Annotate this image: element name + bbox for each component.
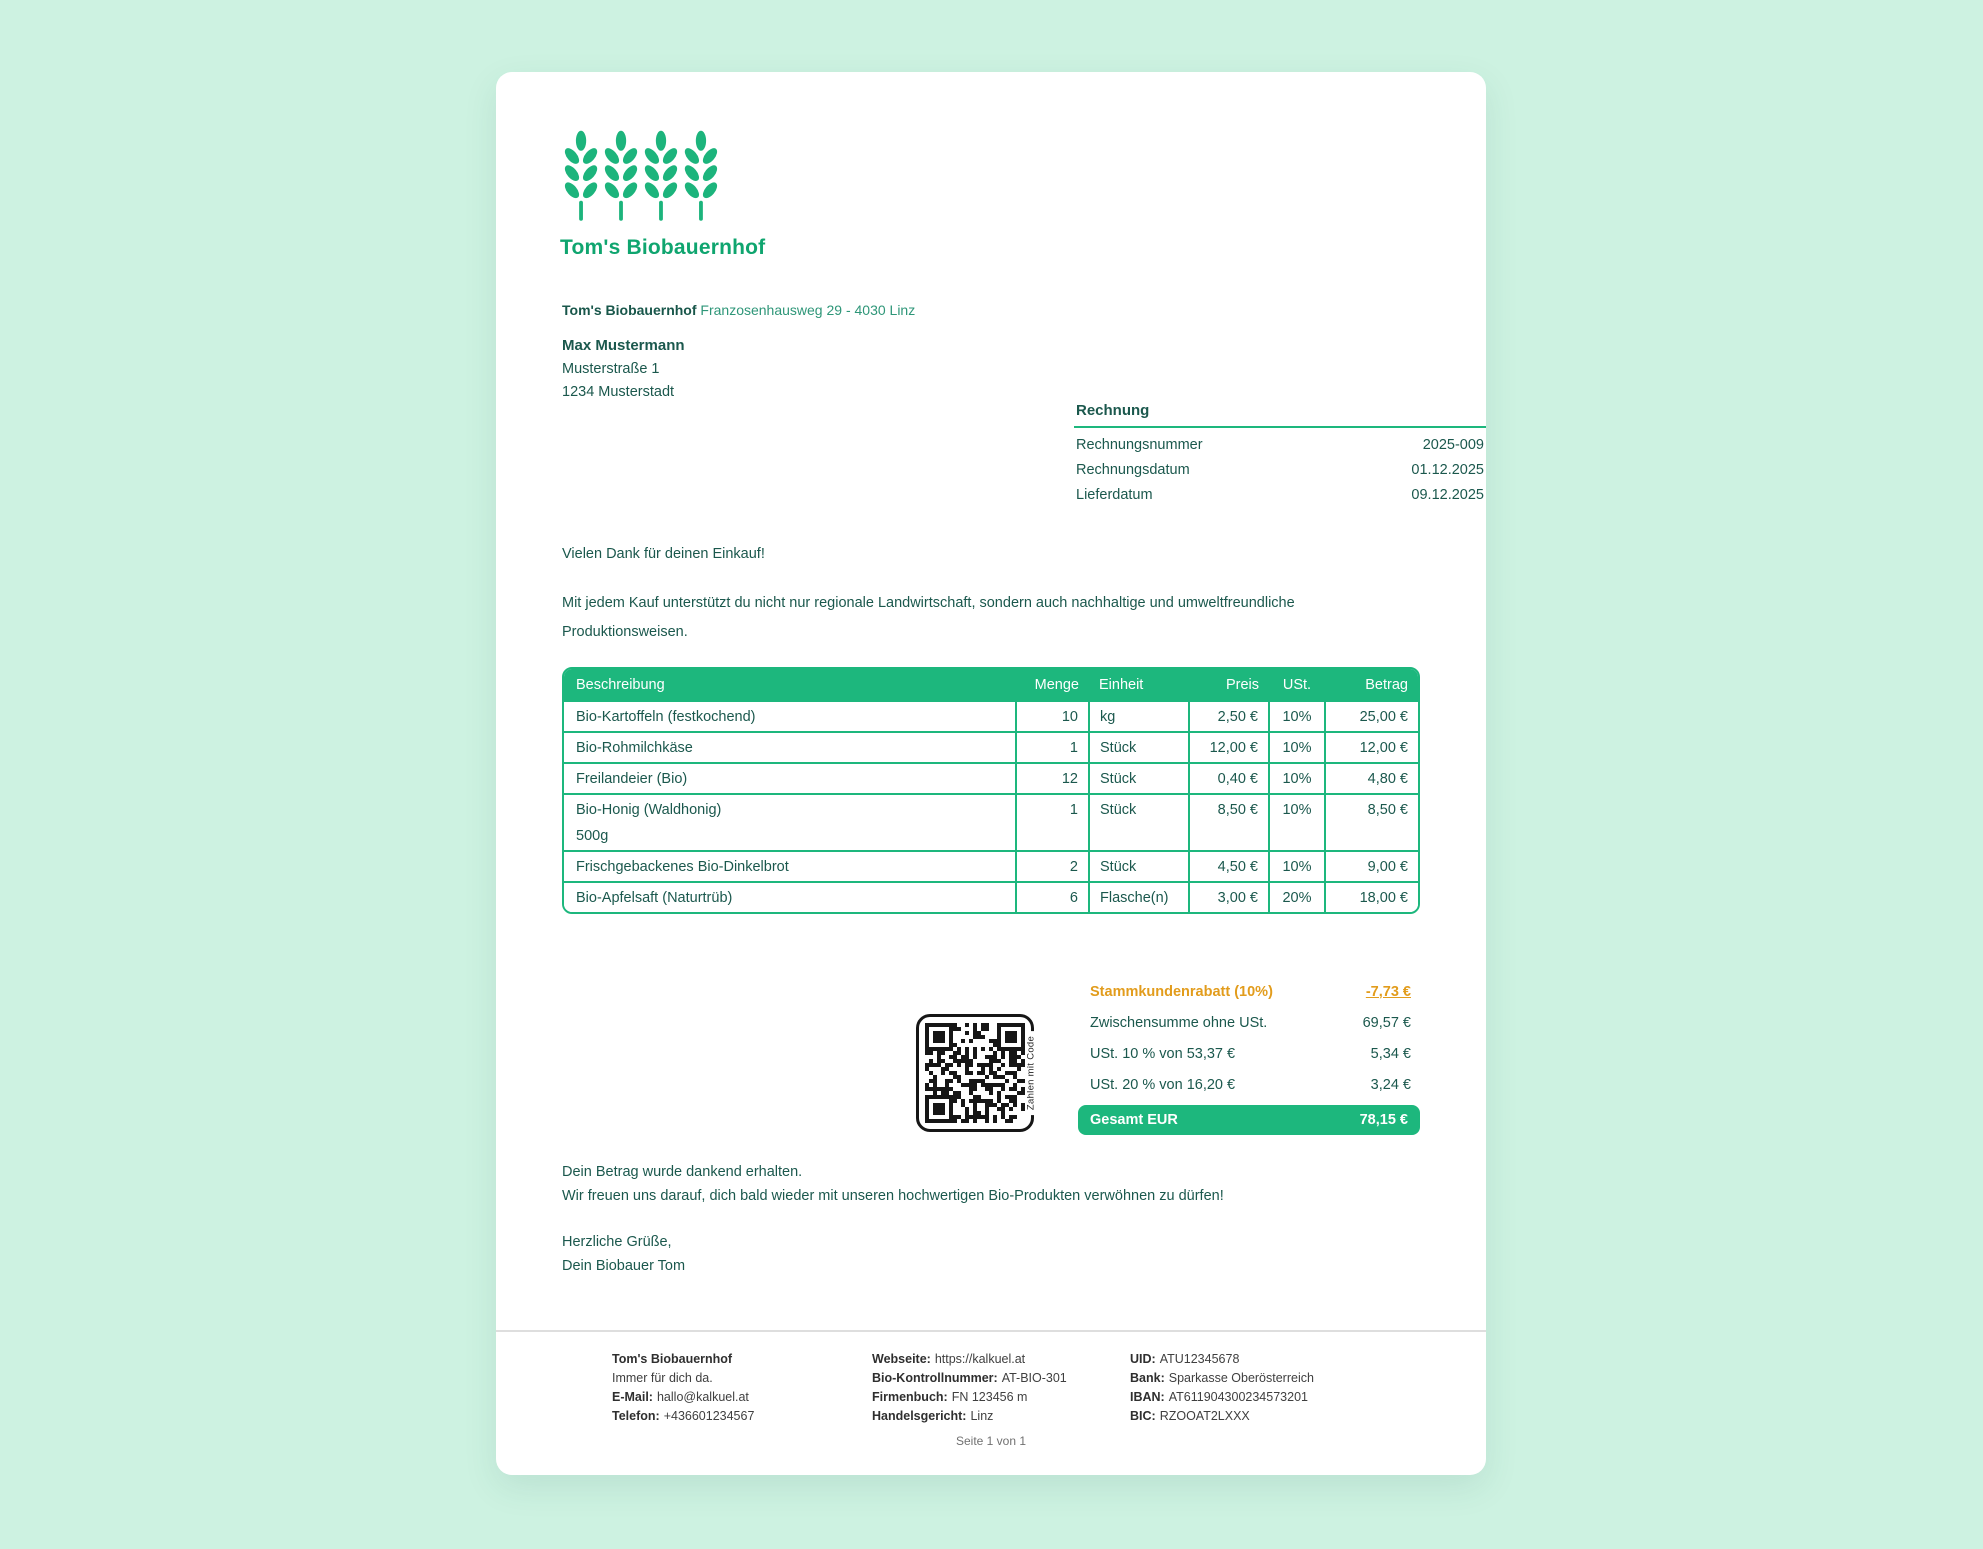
cell-description: [564, 701, 1016, 732]
table-row: [564, 732, 1418, 763]
item-description: Bio-Apfelsaft (Naturtrüb): [576, 890, 733, 906]
totals-row: [1078, 1007, 1420, 1038]
cell-amount: 8,50 €: [1325, 794, 1418, 851]
totals-row: [1078, 1038, 1420, 1069]
header-row: [564, 669, 1418, 701]
footer-label: Bio-Kontrollnummer:: [872, 1371, 998, 1385]
table-row: [564, 701, 1418, 732]
invoice-meta-title: Rechnung: [1074, 402, 1486, 428]
grand-total-label: Gesamt EUR: [1090, 1112, 1178, 1128]
cell-unit: Stück: [1089, 794, 1189, 851]
footer-label: Handelsgericht:: [872, 1409, 967, 1423]
page-number: Seite 1 von 1: [955, 1434, 1027, 1448]
cell-vat: 10%: [1269, 701, 1325, 732]
column-header: Beschreibung: [564, 669, 1016, 701]
footer-line: [872, 1369, 1067, 1388]
cell-vat: 10%: [1269, 732, 1325, 763]
footer-label: Bank:: [1130, 1371, 1165, 1385]
signature-block: [562, 1231, 685, 1278]
intro-thanks: Vielen Dank für deinen Einkauf!: [562, 546, 765, 562]
column-header: Menge: [1016, 669, 1089, 701]
cell-vat: 10%: [1269, 794, 1325, 851]
cell-unit: Stück: [1089, 732, 1189, 763]
cell-vat: 20%: [1269, 882, 1325, 912]
totals-value: 3,24 €: [1370, 1076, 1411, 1093]
footer-column-contact: [612, 1350, 754, 1426]
footer-label: Firmenbuch:: [872, 1390, 948, 1404]
footer-line: [872, 1350, 1067, 1369]
closing-signature: Dein Biobauer Tom: [562, 1257, 686, 1274]
qr-code: [916, 1014, 1037, 1132]
meta-value: 01.12.2025: [1411, 462, 1484, 478]
invoice-document: [496, 72, 1486, 1475]
footer-line: [1130, 1407, 1314, 1426]
footer-divider: [496, 1330, 1486, 1332]
totals-row: [1078, 1069, 1420, 1100]
cell-description: [564, 732, 1016, 763]
meta-label: Rechnungsnummer: [1076, 437, 1203, 453]
items-table-body: [564, 701, 1418, 912]
item-description: Freilandeier (Bio): [576, 771, 688, 787]
footer-value: Sparkasse Oberösterreich: [1168, 1371, 1314, 1385]
footer-line: [612, 1350, 754, 1369]
footer-label: Tom's Biobauernhof: [612, 1352, 733, 1366]
recipient-name: Max Mustermann: [562, 337, 685, 354]
table-row: [564, 882, 1418, 912]
sender-name: Tom's Biobauernhof: [562, 302, 697, 318]
recipient-city: 1234 Musterstadt: [562, 384, 675, 400]
qr-code-svg: [925, 1023, 1025, 1123]
footer-label: E-Mail:: [612, 1390, 653, 1404]
cell-quantity: 1: [1016, 732, 1089, 763]
footer-label: BIC:: [1130, 1409, 1156, 1423]
footer-value: Linz: [970, 1409, 994, 1423]
cell-description: [564, 763, 1016, 794]
totals-label: USt. 20 % von 16,20 €: [1090, 1076, 1236, 1093]
footer-value: hallo@kalkuel.at: [656, 1390, 749, 1404]
footer-value: Immer für dich da.: [612, 1371, 713, 1385]
qr-caption: Zahlen mit Code: [1026, 1031, 1037, 1115]
closing-greeting: Herzliche Grüße,: [562, 1234, 672, 1250]
column-header: Betrag: [1325, 669, 1418, 701]
totals-label: USt. 10 % von 53,37 €: [1090, 1045, 1236, 1062]
items-table-header: [564, 669, 1418, 701]
column-header: Preis: [1189, 669, 1269, 701]
cell-vat: 10%: [1269, 763, 1325, 794]
table-row: [564, 851, 1418, 882]
footer-line: [612, 1369, 754, 1388]
grand-total-value: 78,15 €: [1359, 1112, 1408, 1128]
footer-line: [1130, 1369, 1314, 1388]
footer-label: Telefon:: [612, 1409, 660, 1423]
sender-line: [562, 302, 915, 318]
footer-value: https://kalkuel.at: [934, 1352, 1026, 1366]
footer-label: Webseite:: [872, 1352, 931, 1366]
wheat-stalks-icon: [562, 130, 720, 222]
cell-quantity: 6: [1016, 882, 1089, 912]
cell-price: 0,40 €: [1189, 763, 1269, 794]
items-table: [562, 667, 1420, 914]
totals-value: 69,57 €: [1362, 1014, 1411, 1031]
footer-value: FN 123456 m: [951, 1390, 1028, 1404]
footer-line: [1130, 1388, 1314, 1407]
meta-label: Rechnungsdatum: [1076, 462, 1190, 478]
cell-amount: 18,00 €: [1325, 882, 1418, 912]
cell-amount: 9,00 €: [1325, 851, 1418, 882]
cell-price: 2,50 €: [1189, 701, 1269, 732]
totals-row: [1078, 976, 1420, 1007]
totals-value: -7,73 €: [1365, 983, 1411, 1000]
totals-rows: [1078, 976, 1420, 1100]
footer-line: [872, 1388, 1067, 1407]
cell-quantity: 2: [1016, 851, 1089, 882]
cell-unit: Stück: [1089, 763, 1189, 794]
footer-column-legal: [872, 1350, 1067, 1426]
cell-quantity: 10: [1016, 701, 1089, 732]
closing-line-2: Wir freuen uns darauf, dich bald wieder mit unseren hochwertigen Bio-Produkten verwöhnen zu dürfen!: [562, 1187, 1224, 1204]
footer-value: AT611904300234573201: [1168, 1390, 1308, 1404]
cell-price: 12,00 €: [1189, 732, 1269, 763]
totals-block: [1078, 976, 1420, 1135]
column-header: USt.: [1269, 669, 1325, 701]
item-description: Bio-Rohmilchkäse: [576, 740, 693, 756]
cell-price: 8,50 €: [1189, 794, 1269, 851]
footer-label: UID:: [1130, 1352, 1156, 1366]
cell-price: 3,00 €: [1189, 882, 1269, 912]
recipient-street: Musterstraße 1: [562, 360, 660, 377]
cell-unit: Flasche(n): [1089, 882, 1189, 912]
totals-label: Stammkundenrabatt (10%): [1090, 983, 1273, 1000]
item-description: Bio-Kartoffeln (festkochend): [576, 709, 756, 725]
footer-line: [612, 1388, 754, 1407]
invoice-meta-row: [1074, 458, 1486, 483]
cell-vat: 10%: [1269, 851, 1325, 882]
intro-paragraph: Mit jedem Kauf unterstützt du nicht nur regionale Landwirtschaft, sondern auch nachhaltige und umweltfreundliche Produktionsweisen.: [562, 595, 1295, 640]
invoice-meta-row: [1074, 433, 1486, 458]
recipient-block: [562, 334, 685, 405]
cell-amount: 25,00 €: [1325, 701, 1418, 732]
cell-description: [564, 882, 1016, 912]
cell-quantity: 1: [1016, 794, 1089, 851]
cell-description: [564, 794, 1016, 851]
invoice-meta-rows: [1074, 433, 1486, 508]
closing-message: [562, 1161, 1224, 1208]
invoice-meta-row: [1074, 483, 1486, 508]
brand-title: Tom's Biobauernhof: [560, 236, 766, 259]
totals-label: Zwischensumme ohne USt.: [1090, 1014, 1268, 1031]
item-note: 500g: [576, 828, 609, 844]
footer-line: [612, 1407, 754, 1426]
cell-amount: 4,80 €: [1325, 763, 1418, 794]
meta-label: Lieferdatum: [1076, 487, 1153, 503]
sender-address: Franzosenhausweg 29 - 4030 Linz: [700, 302, 916, 318]
footer-value: AT-BIO-301: [1001, 1371, 1067, 1385]
footer-value: ATU12345678: [1159, 1352, 1240, 1366]
grand-total-bar: [1078, 1105, 1420, 1135]
footer-value: RZOOAT2LXXX: [1159, 1409, 1250, 1423]
footer-line: [1130, 1350, 1314, 1369]
cell-amount: 12,00 €: [1325, 732, 1418, 763]
footer-column-bank: [1130, 1350, 1314, 1426]
cell-unit: Stück: [1089, 851, 1189, 882]
column-header: Einheit: [1089, 669, 1189, 701]
footer-line: [872, 1407, 1067, 1426]
invoice-meta: [1074, 402, 1486, 508]
cell-quantity: 12: [1016, 763, 1089, 794]
table-row: [564, 763, 1418, 794]
item-description: Bio-Honig (Waldhonig): [576, 802, 722, 818]
meta-value: 09.12.2025: [1411, 487, 1484, 503]
item-description: Frischgebackenes Bio-Dinkelbrot: [576, 859, 789, 875]
closing-line-1: Dein Betrag wurde dankend erhalten.: [562, 1164, 803, 1180]
cell-unit: kg: [1089, 701, 1189, 732]
meta-value: 2025-009: [1422, 437, 1484, 453]
footer-value: +436601234567: [663, 1409, 755, 1423]
footer-label: IBAN:: [1130, 1390, 1165, 1404]
table-row: [564, 794, 1418, 851]
cell-price: 4,50 €: [1189, 851, 1269, 882]
totals-value: 5,34 €: [1370, 1045, 1411, 1062]
cell-description: [564, 851, 1016, 882]
